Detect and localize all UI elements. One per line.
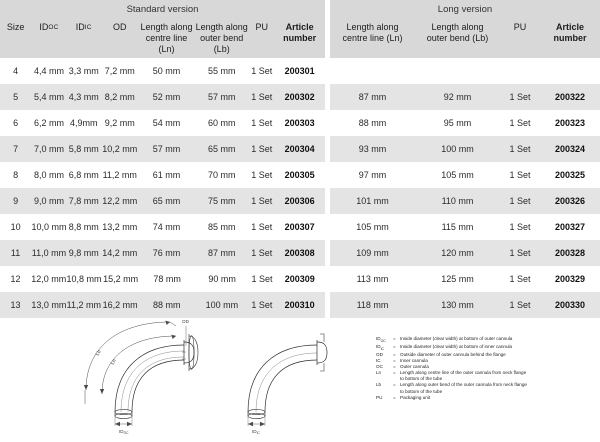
cell-pu: 1 Set: [251, 300, 273, 310]
cell-id-oc: 10,0 mm: [31, 222, 67, 232]
cell-id-oc: 4,4 mm: [33, 66, 64, 76]
table-row: [0, 214, 325, 240]
table-row: [330, 162, 600, 188]
legend-description: Outside diameter of outer cannula behind the flange: [400, 352, 506, 357]
header-pu: PU: [255, 22, 269, 32]
cell-od: 8,2 mm: [104, 92, 135, 102]
legend-description: Outer cannula: [400, 364, 429, 370]
cell-ln: 105 mm: [356, 222, 389, 232]
cell-size: 12: [10, 274, 21, 284]
cell-pu: 1 Set: [509, 248, 531, 258]
legend-item: [376, 336, 598, 344]
legend-item: [376, 344, 598, 352]
cell-article: 200304: [284, 144, 315, 154]
legend-item: [376, 382, 598, 388]
cell-lb: 95 mm: [443, 118, 472, 128]
cell-od: 9,2 mm: [104, 118, 135, 128]
header-id-ic-main: ID: [75, 22, 85, 32]
cell-size: 11: [10, 248, 21, 258]
cell-pu: 1 Set: [509, 274, 531, 284]
cell-lb: 100 mm: [205, 300, 239, 310]
cell-article: 200306: [284, 196, 315, 206]
cell-pu: 1 Set: [251, 196, 273, 206]
standard-version-title: Standard version: [0, 0, 325, 18]
cell-id-oc: 9,0 mm: [33, 196, 64, 206]
legend-description: Packaging unit: [400, 394, 431, 400]
cell-size: 5: [13, 92, 19, 102]
cell-lb: 87 mm: [207, 248, 236, 258]
cell-id-oc: 11,0 mm: [31, 248, 67, 258]
cell-od: 12,2 mm: [102, 196, 138, 206]
legend-equals: =: [393, 364, 396, 370]
cell-lb: 130 mm: [441, 300, 474, 310]
cell-size: 4: [13, 66, 19, 76]
cell-article: 200301: [284, 66, 315, 76]
cell-ln: 118 mm: [356, 300, 389, 310]
cell-lb: 85 mm: [207, 222, 236, 232]
cell-od: 13,2 mm: [102, 222, 138, 232]
header-size: Size: [6, 22, 25, 32]
cell-ln: 93 mm: [358, 144, 387, 154]
cell-pu: 1 Set: [509, 196, 531, 206]
cell-ln: 65 mm: [152, 196, 181, 206]
legend-equals: =: [393, 382, 396, 388]
cell-lb: 90 mm: [208, 274, 236, 284]
table-row: [0, 266, 325, 292]
table-row: [330, 84, 600, 110]
long-header-length-centre-line: [330, 22, 415, 44]
cell-size: 9: [13, 196, 19, 206]
cell-ln: 52 mm: [152, 92, 181, 102]
cell-pu: 1 Set: [251, 144, 273, 154]
table-row: [330, 266, 600, 292]
cell-id-oc: 12,0 mm: [31, 274, 67, 284]
header-length-centre-line: [139, 22, 194, 55]
cell-pu: 1 Set: [251, 248, 273, 258]
legend-equals: =: [393, 352, 396, 357]
cell-lb: 100 mm: [441, 144, 474, 154]
cell-id-ic: 11,2 mm: [66, 300, 101, 310]
cell-id-ic: 4,9mm: [69, 118, 98, 128]
cell-article: 200330: [554, 300, 586, 310]
cell-od: 14,2 mm: [102, 248, 138, 258]
cell-article: 200308: [284, 248, 315, 258]
cell-article: 200327: [554, 222, 586, 232]
cell-size: 6: [13, 118, 19, 128]
cell-ln: 101 mm: [356, 196, 389, 206]
cell-ln: 78 mm: [153, 274, 181, 284]
cell-lb: 60 mm: [207, 118, 236, 128]
cell-lb: 125 mm: [441, 274, 474, 284]
table-row: [0, 110, 325, 136]
cell-size: 13: [10, 300, 21, 310]
standard-version-table: [0, 0, 325, 318]
legend-item: [376, 395, 598, 401]
legend-key: OC: [376, 364, 383, 370]
cell-article: 200305: [284, 170, 315, 180]
legend-equals: =: [393, 344, 396, 349]
long-header-row: [330, 18, 600, 58]
cell-lb: 120 mm: [441, 248, 474, 258]
header-id-oc-sub: OC: [48, 24, 59, 31]
cell-ln: 88 mm: [153, 300, 181, 310]
cell-lb: 65 mm: [207, 144, 236, 154]
cell-lb: 75 mm: [207, 196, 236, 206]
header-id-oc: [31, 22, 67, 33]
cell-ln: 74 mm: [152, 222, 181, 232]
cell-article: 200307: [284, 222, 315, 232]
cell-id-oc: 6,2 mm: [33, 118, 64, 128]
header-article-number: [274, 22, 325, 44]
cell-article: 200309: [284, 274, 315, 284]
cell-ln: 57 mm: [152, 144, 181, 154]
cell-ln: 61 mm: [152, 170, 181, 180]
legend-description: Inside diameter (clear width) at bottom of outer cannula: [400, 336, 513, 341]
diagram-label-id-ic: $ID_{IC}$: [252, 429, 260, 435]
cell-article: 200324: [554, 144, 586, 154]
cell-ln: 109 mm: [356, 248, 389, 258]
header-id-oc-main: ID: [39, 22, 49, 32]
cell-pu: 1 Set: [251, 222, 273, 232]
cell-lb: 70 mm: [207, 170, 236, 180]
table-row: [330, 58, 600, 84]
header-id-ic: [67, 22, 101, 33]
standard-rows: [0, 58, 325, 318]
legend-description: Length along outer bend of the outer cannula from neck flange: [400, 382, 527, 388]
cell-ln: 76 mm: [152, 248, 181, 258]
table-row: [330, 136, 600, 162]
cell-od: 15,2 mm: [103, 274, 139, 284]
cell-article: 200323: [554, 118, 586, 128]
cell-pu: 1 Set: [509, 92, 531, 102]
cell-article: 200326: [554, 196, 586, 206]
cell-ln: 113 mm: [356, 274, 389, 284]
legend-description: Length along centre line of the outer cannula from neck flange: [400, 370, 527, 376]
cell-od: 16,2 mm: [102, 300, 138, 310]
cell-lb: 57 mm: [207, 92, 236, 102]
cell-id-ic: 6,8 mm: [68, 170, 99, 180]
table-row: [330, 214, 600, 240]
cell-article: 200325: [554, 170, 586, 180]
legend-description-continued: to bottom of the tube: [400, 376, 443, 382]
cell-ln: 88 mm: [358, 118, 387, 128]
table-row: [330, 188, 600, 214]
cell-pu: 1 Set: [251, 274, 273, 284]
cell-lb: 115 mm: [441, 222, 474, 232]
cell-id-ic: 10,8 mm: [66, 274, 102, 284]
cell-id-ic: 8,8 mm: [68, 222, 99, 232]
long-header-ln-text: Length along centre line (Ln): [342, 22, 403, 43]
cell-ln: 54 mm: [152, 118, 181, 128]
long-header-lb-text: Length along outer bend (Lb): [426, 22, 489, 43]
cell-lb: 92 mm: [443, 92, 472, 102]
long-version-table: [330, 0, 600, 318]
cell-id-oc: 13,0 mm: [31, 300, 67, 310]
header-od: OD: [113, 22, 127, 32]
legend-key: IC: [376, 358, 381, 364]
legend-key: $ID_{IC}$: [376, 344, 384, 351]
cell-lb: 110 mm: [441, 196, 474, 206]
cell-article: 200303: [284, 118, 315, 128]
cell-article: 200322: [554, 92, 586, 102]
abbreviation-legend: [376, 336, 598, 401]
cell-article: 200310: [284, 300, 315, 310]
cell-pu: 1 Set: [509, 144, 531, 154]
cell-id-oc: 5,4 mm: [33, 92, 64, 102]
table-row: [330, 110, 600, 136]
long-header-pu: PU: [513, 22, 527, 32]
legend-key: OD: [376, 352, 383, 357]
long-header-article-number: [540, 22, 600, 44]
legend-description: Inner cannula: [400, 358, 428, 364]
cell-ln: 50 mm: [152, 66, 181, 76]
legend-key: Lb: [376, 382, 382, 388]
diagram-label-id-oc: $ID_{OC}$: [119, 429, 129, 435]
header-id-ic-sub: IC: [84, 24, 92, 31]
diagram-label-od: OD: [182, 319, 189, 324]
header-article-text: Article number: [283, 22, 317, 43]
cell-pu: 1 Set: [509, 300, 531, 310]
long-header-article-text: Article number: [553, 22, 587, 43]
legend-equals: =: [393, 394, 396, 400]
cell-od: 11,2 mm: [102, 170, 137, 180]
legend-key: $ID_{OC}$: [376, 336, 386, 343]
cell-size: 10: [10, 222, 21, 232]
cell-pu: 1 Set: [251, 118, 273, 128]
legend-description-continued: to bottom of the tube: [400, 388, 443, 394]
standard-header-row: [0, 18, 325, 58]
cell-ln: 87 mm: [358, 92, 387, 102]
cell-size: 8: [13, 170, 19, 180]
legend-key: Ln: [376, 370, 382, 376]
cell-article: 200328: [554, 248, 586, 258]
cell-pu: 1 Set: [509, 118, 531, 128]
long-version-title: Long version: [330, 0, 600, 18]
legend-description: Inside diameter (clear width) at bottom of inner cannula: [400, 344, 513, 349]
legend-equals: =: [393, 336, 396, 341]
long-header-length-outer-bend: [415, 22, 500, 44]
table-row: [0, 240, 325, 266]
table-row: [0, 162, 325, 188]
cell-id-ic: 3,3 mm: [68, 66, 99, 76]
table-row: [0, 188, 325, 214]
cell-pu: 1 Set: [251, 66, 273, 76]
diagram-label-ln: Ln: [109, 358, 118, 367]
long-rows: [330, 58, 600, 318]
diagram-label-lb: Lb: [94, 349, 103, 358]
cell-lb: 105 mm: [441, 170, 474, 180]
legend-equals: =: [393, 358, 396, 364]
cell-od: 10,2 mm: [102, 144, 138, 154]
cell-pu: 1 Set: [251, 92, 273, 102]
cell-id-ic: 9,8 mm: [68, 248, 99, 258]
cell-id-oc: 8,0 mm: [33, 170, 64, 180]
table-row: [0, 58, 325, 84]
cell-ln: 97 mm: [358, 170, 387, 180]
header-ln-text: Length along centre line (Ln): [140, 22, 193, 54]
cell-id-ic: 5,8 mm: [68, 144, 99, 154]
legend-equals: =: [393, 370, 396, 376]
cell-lb: 55 mm: [207, 66, 236, 76]
cell-article: 200329: [554, 274, 586, 284]
header-length-outer-bend: [194, 22, 249, 55]
cell-article: 200302: [284, 92, 315, 102]
table-row: [330, 240, 600, 266]
cell-id-ic: 7,8 mm: [68, 196, 99, 206]
legend-key: PU: [376, 394, 383, 400]
table-row: [0, 136, 325, 162]
cell-id-oc: 7,0 mm: [33, 144, 64, 154]
cell-pu: 1 Set: [509, 170, 531, 180]
cannula-technical-drawing: [58, 312, 373, 442]
cell-id-ic: 4,3 mm: [68, 92, 99, 102]
cell-pu: 1 Set: [251, 170, 273, 180]
table-row: [0, 84, 325, 110]
cell-pu: 1 Set: [509, 222, 531, 232]
cell-od: 7,2 mm: [104, 66, 135, 76]
header-lb-text: Length along outer bend (Lb): [195, 22, 248, 54]
cell-size: 7: [13, 144, 19, 154]
